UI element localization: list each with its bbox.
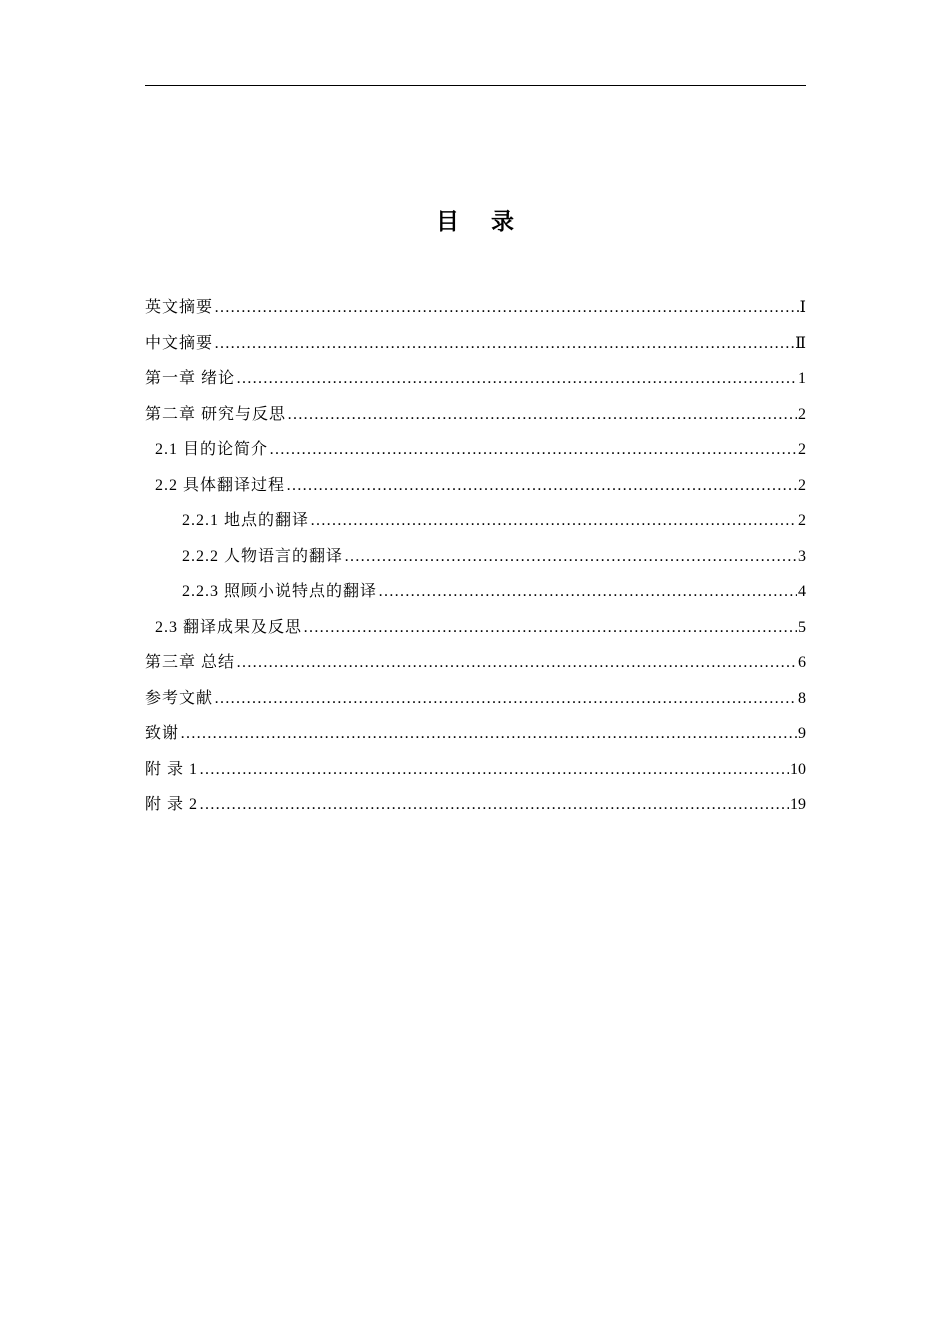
toc-page-number: 5 bbox=[798, 618, 806, 636]
toc-page-number: 2 bbox=[798, 441, 806, 458]
toc-entry-label: 第一章 绪论 bbox=[145, 370, 236, 387]
toc-entry-label: 英文摘要 bbox=[145, 299, 214, 316]
toc-dot-leader bbox=[180, 716, 797, 752]
header-rule bbox=[145, 85, 806, 86]
toc-dot-leader bbox=[310, 503, 797, 539]
toc-page-number: 8 bbox=[798, 689, 806, 707]
toc-item-english-abstract[interactable] bbox=[145, 290, 806, 326]
toc-page-number: 9 bbox=[798, 725, 806, 742]
toc-dot-leader bbox=[287, 397, 797, 433]
toc-item-section-2-3[interactable] bbox=[145, 610, 806, 646]
toc-entry-label: 致谢 bbox=[145, 725, 180, 742]
toc-dot-leader bbox=[269, 432, 797, 468]
toc-item-acknowledgements[interactable] bbox=[145, 716, 806, 752]
toc-entry-label: 第三章 总结 bbox=[145, 654, 236, 671]
toc-entry-label: 附 录 2 bbox=[145, 796, 199, 813]
toc-dot-leader bbox=[303, 610, 797, 646]
toc-entry-label: 中文摘要 bbox=[145, 334, 214, 352]
toc-page-number: 2 bbox=[798, 405, 806, 423]
toc-entry-label: 2.2 具体翻译过程 bbox=[155, 476, 286, 494]
toc-dot-leader bbox=[214, 326, 794, 362]
toc-page-number: Ⅰ bbox=[799, 299, 806, 316]
toc-dot-leader bbox=[214, 290, 799, 326]
toc-entry-label: 参考文献 bbox=[145, 689, 214, 707]
table-of-contents bbox=[145, 290, 806, 823]
toc-entry-label: 2.2.2 人物语言的翻译 bbox=[182, 547, 344, 565]
toc-item-references[interactable] bbox=[145, 681, 806, 717]
toc-page-number: 3 bbox=[798, 547, 806, 565]
toc-page-number: 10 bbox=[790, 760, 806, 778]
toc-item-section-2-2-3[interactable] bbox=[145, 574, 806, 610]
toc-page-number: 2 bbox=[798, 512, 806, 529]
page-title: 目 录 bbox=[435, 209, 526, 235]
toc-page-number: 4 bbox=[798, 583, 806, 600]
toc-item-chapter-2[interactable] bbox=[145, 397, 806, 433]
toc-entry-label: 2.2.3 照顾小说特点的翻译 bbox=[182, 583, 378, 600]
toc-entry-label: 第二章 研究与反思 bbox=[145, 405, 287, 423]
toc-item-section-2-2-1[interactable] bbox=[145, 503, 806, 539]
toc-dot-leader bbox=[344, 539, 797, 575]
toc-item-chinese-abstract[interactable] bbox=[145, 326, 806, 362]
toc-dot-leader bbox=[236, 361, 797, 397]
toc-entry-label: 2.1 目的论简介 bbox=[155, 441, 269, 458]
toc-page-number: 19 bbox=[790, 796, 806, 813]
toc-dot-leader bbox=[378, 574, 797, 610]
toc-item-chapter-1[interactable] bbox=[145, 361, 806, 397]
toc-item-chapter-3[interactable] bbox=[145, 645, 806, 681]
toc-entry-label: 2.2.1 地点的翻译 bbox=[182, 512, 310, 529]
toc-item-section-2-2[interactable] bbox=[145, 468, 806, 504]
toc-item-appendix-1[interactable] bbox=[145, 752, 806, 788]
toc-page-number: 6 bbox=[798, 654, 806, 671]
toc-dot-leader bbox=[286, 468, 797, 504]
toc-page-number: Ⅱ bbox=[795, 334, 806, 352]
toc-page-number: 2 bbox=[798, 476, 806, 494]
toc-entry-label: 2.3 翻译成果及反思 bbox=[155, 618, 303, 636]
toc-item-section-2-2-2[interactable] bbox=[145, 539, 806, 575]
toc-item-appendix-2[interactable] bbox=[145, 787, 806, 823]
toc-entry-label: 附 录 1 bbox=[145, 760, 199, 778]
toc-item-section-2-1[interactable] bbox=[145, 432, 806, 468]
toc-dot-leader bbox=[214, 681, 797, 717]
toc-dot-leader bbox=[236, 645, 797, 681]
toc-page-number: 1 bbox=[798, 370, 806, 387]
toc-dot-leader bbox=[199, 787, 789, 823]
toc-dot-leader bbox=[199, 752, 789, 788]
